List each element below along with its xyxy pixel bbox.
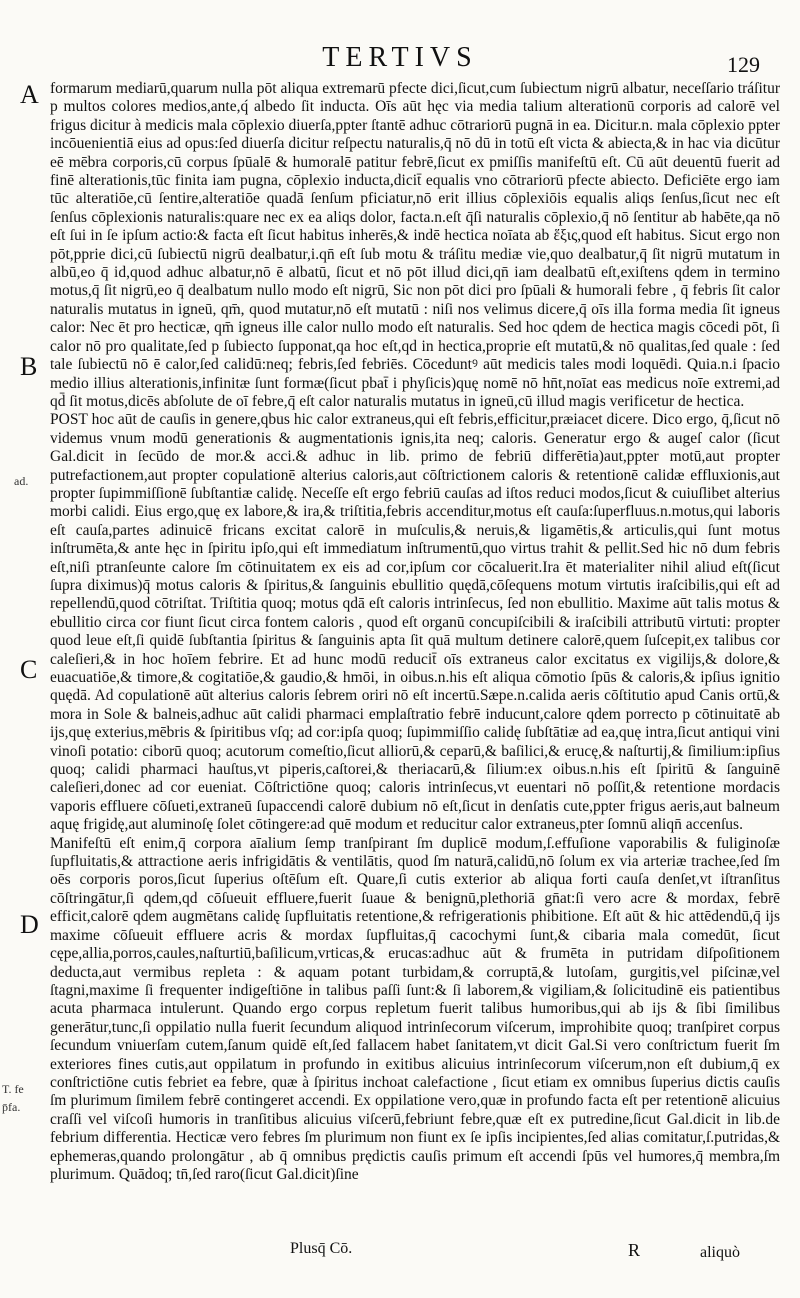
paragraph: formarum mediarū,quarum nulla pōt aliqua extremarū pfecte dici,ſicut,cum ſubiectum nigrū albatur, neceſſario tráſitur p multos colores medios,ante,q́ albedo ſit inducta. Oīs aūt hęc via media talium alterationū corporis ad calorē vel frigus dicitur à medicis mala cōplexio diuerſa,ppter ſtantē adhuc cōtrariorū pugnā in ea. Dicitur.n. mala cōplexio ppter incōuenientiā eius ad opus:ſed diuerſa dicitur reſpectu naturalis,q̄ nō dū in totū eſt victa & abiecta,& in hac via dicūtur eē mēbra corporis,cū corpus ſpūalē & humoralē patitur febrē,ſicut ex pmiſſis manifeſtū eſt. Cū aūt deuentū fuerit ad finē alterationis,tūc finita iam pugna, cōplexio inducta,dicit̄ equalis vno cōtrariorū pfecte abiecto. Deficiēte ergo iam tūc alteratiōe,cū ſentire,alteratiōe quadā ſenſum pficiatur,nō erit illius cōplexiōis equalis aliqs ſenſus,ſicut nec eſt ſenſus cōplexionis naturalis:quare nec ex ea aliqs dolor, facta.n.eſt q̄ſi naturalis cōplexio,q̄ nō ſentitur ab habēte,qa nō eſt ſui in ſe ipſum actio:& facta eſt ſicut habitus inherēs,& indē hectica noīata ab ἕξις,quod eſt habitus. Sicut ergo non pōt,pprie dici,cū ſubiectū nigrū dealbatur,i.qn̄ eſt ſub motu & tráſitu mediæ vie,quo dealbatur,q̄ ſit nigrū mutatum in albū,eo q̄ id,quod adhuc albatur,nō ē albatū, ſicut et nō pōt illud dici,qn̄ iam dealbatū eſt,exiſtens qdem in termino motus,q̄ ſit nigrū,eo q̄ dealbatum nullo modo eſt nigrū, Sic non pōt dici pro ſpūali & humorali febre , q̄ febris ſit calor naturalis mutatus in igneū, qm̄, quod mutatur,nō eſt mutatū : niſi nos velimus dicere,q̄ oīs illa forma media ſit igneus calor: Nec ēt pro hecticæ, qm̄ igneus ille calor nullo modo eſt naturalis. Sed hoc qdem de hectica magis cōcedi pōt, ſi calor nō pro qualitate,ſed p ſubiecto ſupponat,qa hoc eſt,qd in hectica,proprie eſt mutatū,& nō qualitas,ſed quale : ſed tale ſubiectū nō ē calor,ſed calidū:neq; febris,ſed febriēs. Cōceduntꝰ aūt medicis tales modi loquēdi. Quia.n.i ſpacio medio illius alterationis,infinitæ ſunt formæ(ſicut pbat̄ i phyſicis)quę nomē nō hn̄t,noīat eas medicus noīe extremi,ad qd̄ ſit motus,dicēs abſolute de oī febre,q̄ eſt calor naturalis mutatus in igneū,cū illud magis verificetur de hectica. — [50, 80, 780, 410]
margin-letter-b: B — [20, 352, 38, 381]
running-title: TERTIVS — [322, 42, 478, 73]
margin-letter-a: A — [20, 80, 39, 109]
margin-note: p̄fa. — [2, 1100, 21, 1114]
page-number: 129 — [727, 52, 760, 77]
margin-letter-c: C — [20, 655, 38, 684]
margin-letter-d: D — [20, 910, 39, 939]
page-footer — [0, 1240, 800, 1280]
main-text — [50, 80, 780, 1250]
margin-note: ad. — [14, 474, 29, 488]
footer-note: Plusq̄ Cō. — [290, 1240, 353, 1257]
paragraph: Manifeſtū eſt enim,q̄ corpora aīalium ſemp tranſpirant ſm duplicē modum,ſ.effuſione vaporabilis & fuliginoſæ ſupfluitatis,& attractione aeris infrigidātis & ventilātis, quod ſm naturā,calidū,nō ſolum ex via arteriæ trachee,ſed ſm oēs corporis poros,ſicut ſuperius oſtēſum eſt. Quare,ſi cutis exterior ab aliqua forti cauſa denſet,vt iſtranſitus cōſtringātur,ſi qdem,qd cōſueuit effluere,fuerit ſuaue & benignū,plethoriā gn̄at:ſi vero acre & mordax, febrē efficit,calorē qdem augmētans calidę ſupfluitatis retentione,& refrigerationis phibitione. Eſt aūt & hic attēdendū,q̄ ijs maxime cōſueuit effluere acris & mordax ſupfluitas,q̄ cacochymi ſunt,& cibaria mala comedūt, ſicut cępe,allia,porros,caules,naſturtiū,baſilicum,vrticas,& erucas:adhuc aūt & frumēta in putridam diſpoſitionem deducta,aut vermibus repleta : & aquam potant turbidam,& corruptā,& lutoſam, gurgitis,vel piſcinæ,vel ſtagni,maxime ſi frequenter indigeſtiōne in talibus paſſi ſunt:& ſi laborem,& vigiliam,& ſolicitudinē eis patientibus acuta pharmaca intulerunt. Quando ergo corpus repletum fuerit talibus humoribus,qui ab ijs & ſibi ſimilibus generātur,tunc,ſi oppilatio nulla fuerit ſecundum aliquod intrinſecorum viſcerum, improhibite quoq; tranſpiret corpus ſecundum vniuerſam cutem,ſanum quidē eſt,ſed fallacem habet ſanitatem,vt dicit Gal.Si vero conſtrictum fuerit ſm exteriores fines cutis,aut oppilatum in profundo in exitibus alicuius intrinſecorum viſcerum,non eſt dubium,q̄ ex conſtrictiōne cutis febriet ea febre, quæ à ſpiritus inchoat calefactione , ſicut etiam ex omnibus ſuperius dictis cauſis ſm plurimum ſimilem febrē contingeret accendi. Ex oppilatione vero,quæ in profundo facta eſt per retentionē alicuius craſſi vel viſcoſi humoris in tranſitibus alicuius viſcerū,febriunt febre,quæ eſt ex putredine,ſicut Gal.dicit in lib.de febrium differentia. Hecticæ vero febres ſm plurimum non fiunt ex ſe ipſis incipientes,ſed alias comitatur,ſ.putridas,& ephemeras,quando prolongātur , ab q̄ omnibus prędictis cauſis primum eſt accendi ſpūs vel humores,q̄ membra,ſm plurimum. Quādoq; tn̄,ſed raro(ſicut Gal.dicit)ſine — [50, 834, 780, 1183]
paragraph: POST hoc aūt de cauſis in genere,qbus hic calor extraneus,qui eſt febris,efficitur,præiacet dicere. Dico ergo, q̄,ſicut nō videmus vnum modū generationis & augmentationis ignis,ita neq; caloris. Generatur ergo & augeſ calor (ſicut Gal.dicit in ſecūdo de mor.& acci.& adhuc in lib. primo de febriū differētia)aut,ppter motū,aut propter putrefactionem,aut propter copulationē alterius caloris,aut cōſtrictionem caloris & retentionē calidæ effluxionis,aut propter ſupimmiſſionē ſubſtantiæ calidę. Neceſſe eſt ergo febriū cauſas ad iſtos reduci modos,ſicut & cuiuſlibet alterius morbi calidi. Eius ergo,quę ex labore,& ira,& triſtitia,febris accenditur,motus eſt cauſa:ſuperfluus.n.motus,qui laboris eſt cauſa,partes adinuicē fricans excitat calorē in muſculis,& neruis,& ligamētis,& articulis,qui ſunt motus inſtrumēta,& ante hęc in ſpiritu ipſo,qui eſt immediatum inſtrumentū,quo virtus trahit & pellit.Sed hic nō dum febris eſt,niſi ptranſeunte calore ſm cōtinuitatem ex eis ad cor,ipſum cor cōcaluerit.Ira ēt materialiter nihil aliud eſt(ſicut ſupra diximus)q̄ motus caloris & ſpiritus,& ſanguinis ebullitio quędā,cōſequens motum virtutis iraſcibilis,qui eſt ad repellendū,quod cōtriſtat. Triſtitia quoq; motus qdā eſt caloris intrinſecus, ſed non ebullitio. Maxime aūt talis motus & ebullitio circa cor fiunt ſicut circa fontem caloris , quod eſt organū concupiſcibili & iraſcibili attributū virtuti: propter quod leue eſt,ſi quidē ſubſtantia ſpiritus & ſanguinis apta ſit quā multum detinere calorē,quem ſuſcepit,ex talibus cor caleſieri,& in hoc hoīem febrire. Et ad hunc modū reducit̄ oīs extraneus calor excitatus ex vigilijs,& dolore,& euacuatiōe,& timore,& cogitatiōe,& gaudio,& hmōi, in oibus.n.his eſt aliqua cōmotio ſpūs & caloris,& ipſius ignitio quędā. Ad copulationē aūt alterius caloris ſebrem oriri nō eſt incertū.Sæpe.n.calida aeris cōſtitutio apud Canis ortū,& mora in Sole & balneis,adhuc aūt calidi pharmaci emplaſtratio febrē inducunt,calore qdem porrecto p cōtinuitatē ab ijs,quę exterius,mēbris & ſpiritibus vſq; ad cor:ipſa quoq; ſupimmiſſio calidę ſubſtātiæ ad ea,quę intra,ſicut antiqui vini vinoſi potatio: ciborū quoq; acutorum comeſtio,ſicut alliorū,& ceparū,& baſilici,& erucę,& naſturtij,& ſimilium:ipſius quoq; calidi pharmaci hauſtus,vt piperis,caſtorei,& theriacarū,& ſilium:ex oibus.n.his eſt ſpiritū & ſanguinē caleſieri,donec ad cor eueniat. Cōſtrictiōne quoq; caloris intrinſecus,vt euentari nō poſſit,& retentione mordacis vaporis effluere cōſueti,extraneū ſupaccendi calorē dubium nō eſt,ſicut in denſatis cute,ppter frigus aeris,aut balneum aquę frigidę,aut aluminoſę ſolet cōtingere:ad quē modum et reducitur calor extraneus,pter ſomnū aliqn̄ accenſus. — [50, 411, 780, 834]
signature-mark: R — [628, 1240, 641, 1260]
catchword: aliquò — [700, 1244, 740, 1261]
margin-note: T. fe — [2, 1082, 24, 1096]
